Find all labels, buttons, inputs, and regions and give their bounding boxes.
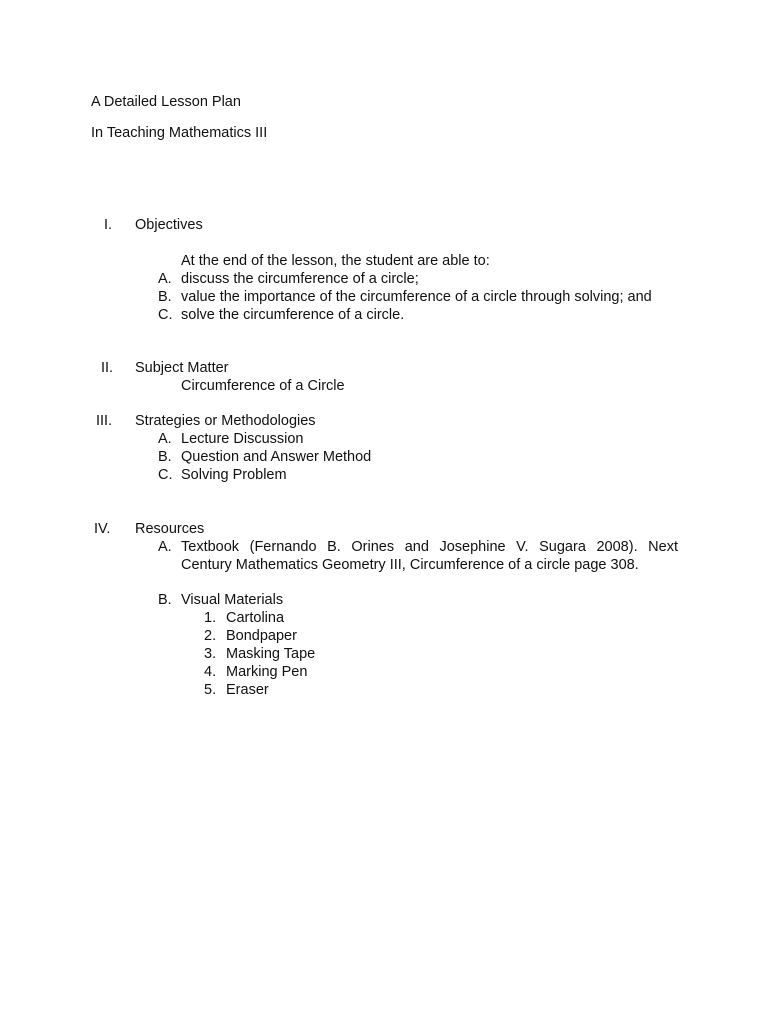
section-numeral-resources: IV. xyxy=(94,521,111,537)
material-item: Bondpaper xyxy=(226,628,297,644)
objective-item: solve the circumference of a circle. xyxy=(181,307,405,323)
material-number: 3. xyxy=(204,646,217,662)
document-subtitle: In Teaching Mathematics III xyxy=(91,125,268,141)
section-heading-objectives: Objectives xyxy=(135,217,203,233)
textbook-reference-line-1: Textbook (Fernando B. Orines and Josephine V. Sugara 2008). Next xyxy=(181,539,678,555)
material-item: Cartolina xyxy=(226,610,285,626)
material-item: Marking Pen xyxy=(226,664,308,680)
objectives-intro: At the end of the lesson, the student are able to: xyxy=(181,253,490,269)
material-number: 2. xyxy=(204,628,217,644)
visual-materials-heading: Visual Materials xyxy=(181,592,284,608)
resource-letter-visual: B. xyxy=(158,592,172,608)
strategy-item: Lecture Discussion xyxy=(181,431,304,447)
material-number: 5. xyxy=(204,682,217,698)
material-item: Eraser xyxy=(226,682,269,698)
strategy-letter: B. xyxy=(158,449,172,465)
material-number: 1. xyxy=(204,610,217,626)
section-heading-subject-matter: Subject Matter xyxy=(135,360,229,376)
objective-letter: B. xyxy=(158,289,172,305)
section-heading-strategies: Strategies or Methodologies xyxy=(135,413,316,429)
section-numeral-strategies: III. xyxy=(96,413,113,429)
material-item: Masking Tape xyxy=(226,646,316,662)
objective-item: discuss the circumference of a circle; xyxy=(181,271,419,287)
textbook-reference-line-2: Century Mathematics Geometry III, Circumference of a circle page 308. xyxy=(181,557,639,573)
material-number: 4. xyxy=(204,664,217,680)
strategy-item: Solving Problem xyxy=(181,467,287,483)
subject-matter-content: Circumference of a Circle xyxy=(181,378,345,394)
section-numeral-objectives: I. xyxy=(104,217,113,233)
strategy-letter: C. xyxy=(158,467,173,483)
strategy-letter: A. xyxy=(158,431,172,447)
section-numeral-subject-matter: II. xyxy=(101,360,114,376)
objective-letter: C. xyxy=(158,307,173,323)
strategy-item: Question and Answer Method xyxy=(181,449,372,465)
document-title: A Detailed Lesson Plan xyxy=(91,94,241,110)
objective-letter: A. xyxy=(158,271,172,287)
resource-letter-textbook: A. xyxy=(158,539,172,555)
section-heading-resources: Resources xyxy=(135,521,205,537)
objective-item: value the importance of the circumference of a circle through solving; and xyxy=(181,289,652,305)
